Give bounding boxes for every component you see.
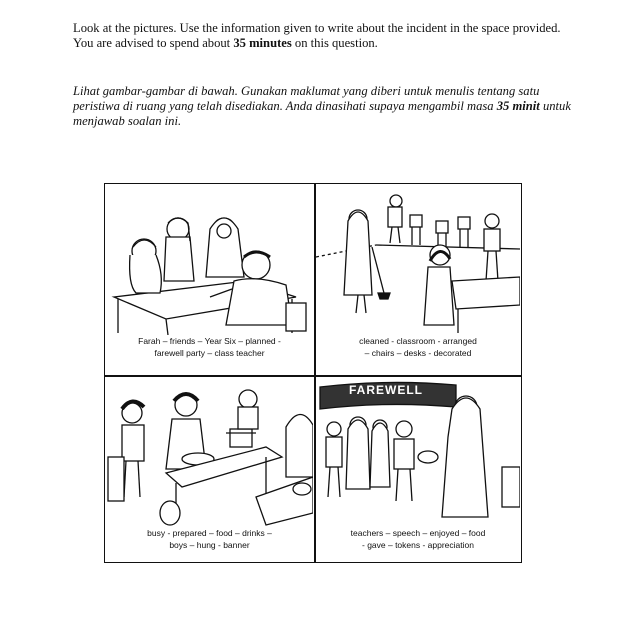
- instruction-time-bold: 35 minutes: [233, 36, 292, 50]
- malay-time-bold: 35 minit: [496, 99, 540, 113]
- malay-text-post: untuk menjawab soalan ini.: [73, 99, 571, 128]
- cleaning-illustration: [316, 185, 520, 335]
- panel-preparing: [106, 377, 313, 561]
- instruction-line-1: Look at the pictures. Use the information given to write about the incident in the space provided.: [73, 21, 561, 35]
- instruction-malay: [73, 84, 573, 129]
- panel-cleaning-caption: [316, 335, 520, 359]
- panel-preparing-caption: [106, 527, 313, 551]
- instruction-line-2-post: on this question.: [291, 36, 378, 50]
- malay-text-pre: Lihat gambar-gambar di bawah. Gunakan maklumat yang diberi untuk menulis tentang satu peristiwa di ruang yang telah disediakan. Anda dinasihati supaya mengambil masa: [73, 84, 540, 113]
- caption-line: Farah – friends – Year Six – planned -: [138, 336, 281, 346]
- caption-line: farewell party – class teacher: [154, 348, 265, 358]
- panel-planning-caption: [106, 335, 313, 359]
- panel-cleaning: [316, 185, 520, 374]
- panel-farewell-caption: [316, 527, 520, 551]
- instruction-english: [73, 21, 573, 51]
- caption-line: – chairs – desks - decorated: [364, 348, 472, 358]
- preparing-illustration: [106, 377, 313, 527]
- panel-planning: [106, 185, 313, 374]
- farewell-illustration: [316, 377, 520, 527]
- instruction-line-2-pre: You are advised to spend about: [73, 36, 234, 50]
- panel-farewell: [316, 377, 520, 561]
- caption-line: teachers – speech – enjoyed – food: [350, 528, 486, 538]
- caption-line: busy - prepared – food – drinks –: [147, 528, 272, 538]
- caption-line: boys – hung - banner: [169, 540, 250, 550]
- farewell-banner: FAREWELL: [349, 383, 423, 397]
- caption-line: - gave – tokens - appreciation: [362, 540, 474, 550]
- caption-line: cleaned - classroom - arranged: [359, 336, 477, 346]
- planning-illustration: [106, 185, 313, 335]
